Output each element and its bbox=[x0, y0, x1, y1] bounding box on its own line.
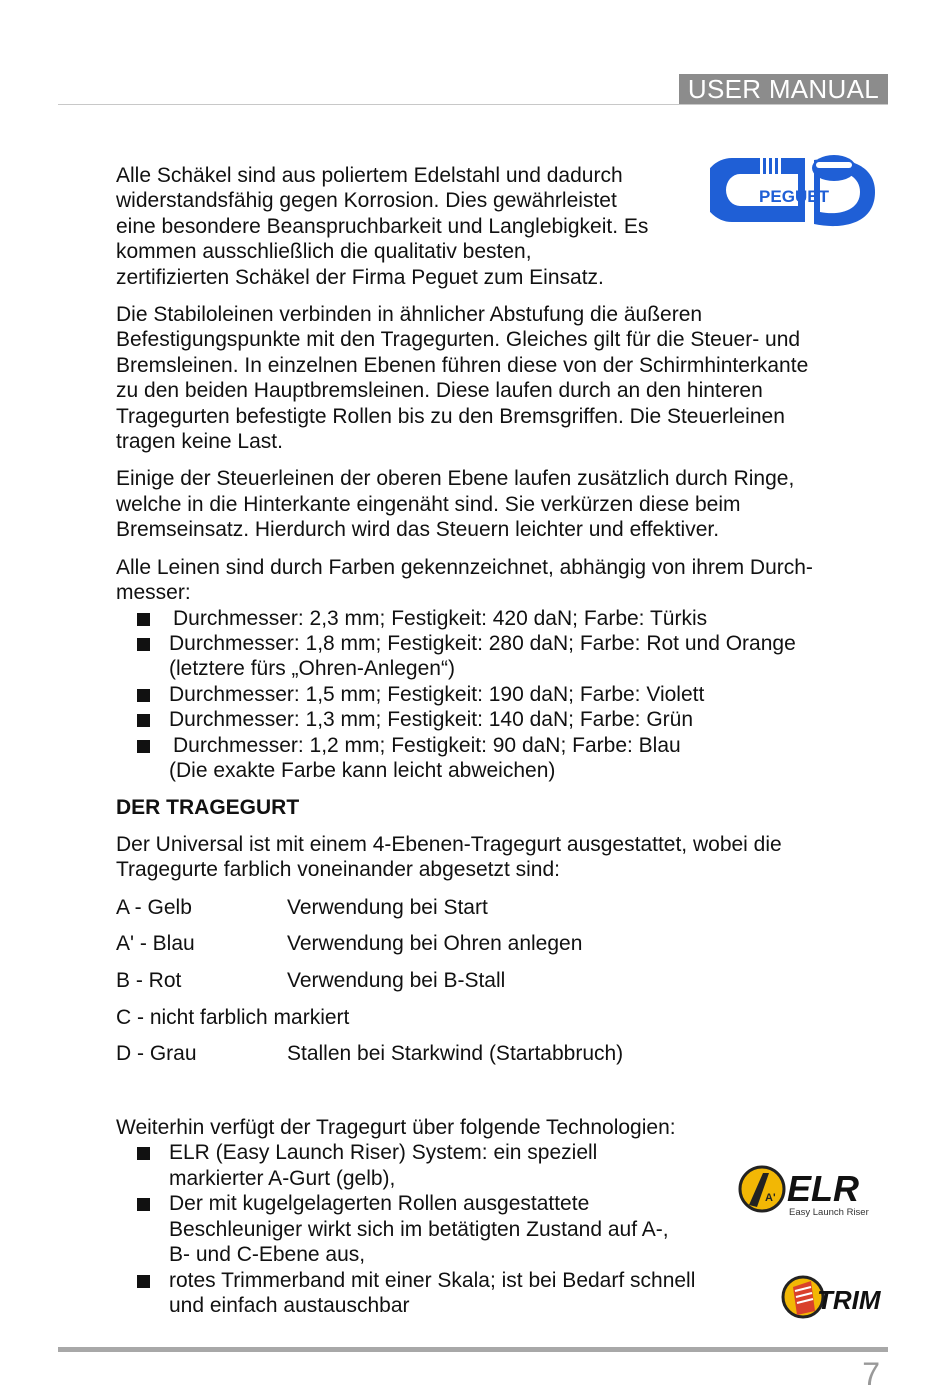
list-item-text: und einfach austauschbar bbox=[169, 1293, 410, 1317]
text-line: welche in die Hinterkante eingenäht sind. Sie verkürzen diese beim bbox=[116, 492, 741, 516]
text-line: Bremsleinen. In einzelnen Ebenen führen diese von der Schirmhinterkante bbox=[116, 353, 809, 377]
header-rule bbox=[58, 104, 888, 105]
tech-section bbox=[116, 1115, 756, 1318]
list-item-text: Durchmesser: 1,5 mm; Festigkeit: 190 daN; Farbe: Violett bbox=[169, 682, 705, 706]
text-line: Befestigungspunkte mit den Tragegurten. Gleiches gilt für die Steuer- und bbox=[116, 328, 801, 352]
paragraph-riser-intro bbox=[116, 832, 876, 883]
riser-use: Verwendung bei Start bbox=[287, 895, 488, 919]
list-item-text: Durchmesser: 1,2 mm; Festigkeit: 90 daN; Farbe: Blau bbox=[173, 733, 681, 757]
paragraph-stabilo-lines bbox=[116, 302, 876, 454]
text-line: Tragegurten befestigte Rollen bis zu den Bremsgriffen. Die Steuerleinen bbox=[116, 404, 785, 428]
main-content bbox=[116, 163, 876, 1330]
elr-wordmark: ELR bbox=[787, 1168, 859, 1209]
elr-a-mark: A' bbox=[765, 1192, 776, 1204]
list-item-text: Beschleuniger wirkt sich im betätigten Zustand auf A-, bbox=[169, 1217, 669, 1241]
text-line: messer: bbox=[116, 581, 191, 605]
list-item bbox=[116, 1140, 756, 1191]
text-line: Einige der Steuerleinen der oberen Ebene laufen zusätzlich durch Ringe, bbox=[116, 467, 795, 491]
text-line: widerstandsfähig gegen Korrosion. Dies gewährleistet bbox=[116, 189, 617, 213]
riser-key: A - Gelb bbox=[116, 895, 192, 919]
list-item-text: Durchmesser: 2,3 mm; Festigkeit: 420 daN; Farbe: Türkis bbox=[173, 606, 708, 630]
text-line: Bremseinsatz. Hierdurch wird das Steuern leichter und effektiver. bbox=[116, 518, 720, 542]
text-line: zu den beiden Hauptbremsleinen. Diese laufen durch an den hinteren bbox=[116, 379, 763, 403]
bullet-square-icon bbox=[137, 638, 150, 651]
bullet-square-icon bbox=[137, 613, 150, 626]
bullet-square-icon bbox=[137, 740, 150, 753]
riser-row bbox=[116, 895, 876, 920]
list-item bbox=[116, 733, 876, 784]
list-item-text: B- und C-Ebene aus, bbox=[169, 1243, 366, 1267]
footer-rule bbox=[58, 1347, 888, 1352]
section-title: DER TRAGEGURT bbox=[116, 796, 300, 820]
line-spec-list bbox=[116, 606, 876, 784]
list-item-text: Der mit kugelgelagerten Rollen ausgestattete bbox=[169, 1192, 590, 1216]
list-item bbox=[116, 707, 876, 732]
peguet-wordmark: PEGUET bbox=[759, 187, 829, 206]
list-item bbox=[116, 682, 876, 707]
trim-wordmark: TRIM bbox=[817, 1285, 881, 1315]
riser-row bbox=[116, 1005, 876, 1030]
text-line: eine besondere Beanspruchbarkeit und Langlebigkeit. Es bbox=[116, 214, 649, 238]
text-line: kommen ausschließlich die qualitativ besten, bbox=[116, 240, 532, 264]
text-line: Alle Schäkel sind aus poliertem Edelstahl und dadurch bbox=[116, 164, 623, 187]
paragraph-shackles bbox=[116, 163, 701, 290]
text-line: Tragegurte farblich voneinander abgesetzt sind: bbox=[116, 858, 560, 882]
riser-key: B - Rot bbox=[116, 968, 182, 992]
bullet-square-icon bbox=[137, 1147, 150, 1160]
bullet-square-icon bbox=[137, 1198, 150, 1211]
riser-key: C - nicht farblich markiert bbox=[116, 1005, 350, 1029]
text-line: Die Stabiloleinen verbinden in ähnlicher Abstufung die äußeren bbox=[116, 303, 703, 327]
list-item-text: (letztere fürs „Ohren-Anlegen“) bbox=[169, 657, 455, 681]
tech-list bbox=[116, 1140, 756, 1318]
list-item bbox=[116, 606, 876, 631]
riser-table bbox=[116, 895, 876, 1067]
riser-use: Verwendung bei Ohren anlegen bbox=[287, 932, 583, 956]
list-item bbox=[116, 631, 876, 682]
riser-row bbox=[116, 931, 876, 956]
list-item-text: ELR (Easy Launch Riser) System: ein speziell bbox=[169, 1141, 598, 1165]
paragraph-line-colors bbox=[116, 555, 876, 606]
riser-use: Stallen bei Starkwind (Startabbruch) bbox=[287, 1042, 624, 1066]
riser-use: Verwendung bei B-Stall bbox=[287, 968, 506, 992]
page-number: 7 bbox=[862, 1356, 880, 1392]
list-item bbox=[116, 1191, 756, 1267]
list-item-text: markierter A-Gurt (gelb), bbox=[169, 1166, 396, 1190]
bullet-square-icon bbox=[137, 689, 150, 702]
riser-key: A' - Blau bbox=[116, 932, 195, 956]
list-item-text: (Die exakte Farbe kann leicht abweichen) bbox=[169, 758, 556, 782]
tech-intro: Weiterhin verfügt der Tragegurt über folgende Technologien: bbox=[116, 1116, 676, 1140]
list-item-text: Durchmesser: 1,8 mm; Festigkeit: 280 daN; Farbe: Rot und Orange bbox=[169, 631, 796, 655]
list-item-text: Durchmesser: 1,3 mm; Festigkeit: 140 daN; Farbe: Grün bbox=[169, 708, 694, 732]
bullet-square-icon bbox=[137, 1275, 150, 1288]
riser-row bbox=[116, 1041, 876, 1066]
list-item bbox=[116, 1268, 756, 1319]
riser-row bbox=[116, 968, 876, 993]
paragraph-control-lines bbox=[116, 466, 876, 542]
text-line: tragen keine Last. bbox=[116, 430, 283, 454]
riser-key: D - Grau bbox=[116, 1042, 197, 1066]
text-line: zertifizierten Schäkel der Firma Peguet zum Einsatz. bbox=[116, 265, 604, 289]
bullet-square-icon bbox=[137, 714, 150, 727]
text-line: Der Universal ist mit einem 4-Ebenen-Tragegurt ausgestattet, wobei die bbox=[116, 832, 782, 856]
list-item-text: rotes Trimmerband mit einer Skala; ist bei Bedarf schnell bbox=[169, 1268, 696, 1292]
elr-subtitle: Easy Launch Riser bbox=[789, 1207, 869, 1218]
text-line: Alle Leinen sind durch Farben gekennzeichnet, abhängig von ihrem Durch- bbox=[116, 555, 813, 579]
header-tag: USER MANUAL bbox=[679, 74, 888, 105]
